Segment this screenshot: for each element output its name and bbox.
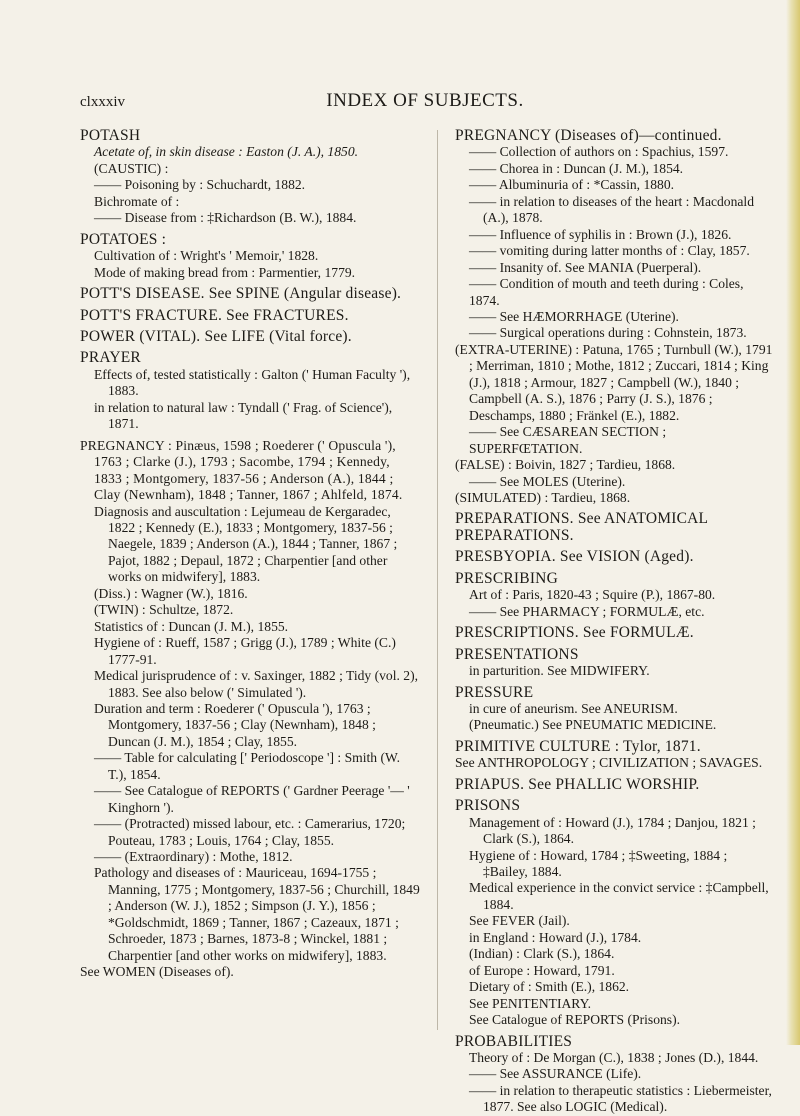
index-heading: PRESENTATIONS [455, 645, 579, 663]
index-entry: —— in relation to diseases of the heart : Macdonald (A.), 1878. [469, 193, 755, 226]
index-heading: PRISONS [455, 797, 521, 815]
index-heading: POTT'S FRACTURE. See FRACTURES. [80, 306, 349, 324]
index-entry: (Pneumatic.) See PNEUMATIC MEDICINE. [469, 717, 717, 733]
index-entry: —— See CÆSAREAN SECTION ; SUPERFŒTATION. [469, 424, 667, 456]
page-number: clxxxiv [80, 94, 125, 110]
page-edge [786, 0, 800, 1045]
index-entry: Cultivation of : Wright's ' Memoir,' 1828. [94, 248, 319, 264]
index-entry: —— vomiting during latter months of : Clay, 1857. [469, 243, 750, 259]
index-entry: Medical jurisprudence of : v. Saxinger, 1882 ; Tidy (vol. 2), 1883. See also below (' Simulated '). [94, 668, 419, 700]
index-heading: POWER (VITAL). See LIFE (Vital force). [80, 327, 352, 345]
index-heading: PRAYER [80, 349, 141, 367]
index-heading: PRESCRIPTIONS. See FORMULÆ. [455, 624, 694, 642]
index-entry: (TWIN) : Schultze, 1872. [94, 602, 234, 618]
index-heading: PREGNANCY : Pinæus, 1598 ; Roederer (' Opuscula '), 1763 ; Clarke (J.), 1793 ; Sacombe, 1794 ; Kennedy, 1833 ; Montgomery, 1837-56 ; Anderson (A.), 1844 ; Clay (Newnham), 1848 ; Tanner, 1867 ; Ahlfeld, 1874. [80, 437, 403, 503]
index-entry: in relation to natural law : Tyndall (' Frag. of Science'), 1871. [94, 399, 393, 432]
index-entry: —— in relation to therapeutic statistics : Liebermeister, 1877. See also LOGIC (Medical). [469, 1082, 772, 1115]
index-entry: See ANTHROPOLOGY ; CIVILIZATION ; SAVAGES. [455, 755, 763, 771]
index-entry: —— Chorea in : Duncan (J. M.), 1854. [469, 160, 684, 176]
index-entry: Mode of making bread from : Parmentier, 1779. [94, 264, 356, 280]
index-entry: (CAUSTIC) : [94, 160, 169, 176]
page-title: INDEX OF SUBJECTS. [326, 90, 524, 111]
index-entry: in cure of aneurism. See ANEURISM. [469, 700, 678, 716]
index-entry: —— Surgical operations during : Cohnstein, 1873. [469, 325, 747, 341]
index-entry: (Indian) : Clark (S.), 1864. [469, 946, 615, 962]
index-entry: Medical experience in the convict service : ‡Campbell, 1884. [469, 880, 769, 912]
index-entry: in England : Howard (J.), 1784. [469, 929, 642, 945]
index-entry: —— Influence of syphilis in : Brown (J.), 1826. [469, 226, 732, 242]
index-entry: Duration and term : Roederer (' Opuscula '), 1763 ; Montgomery, 1837-56 ; Clay (Newnham), 1848 ; Duncan (J. M.), 1854 ; Clay, 1855. [94, 700, 376, 749]
index-entry: —— Table for calculating [' Periodoscope '] : Smith (W. T.), 1854. [94, 750, 400, 782]
index-entry: Hygiene of : Rueff, 1587 ; Grigg (J.), 1789 ; White (C.) 1777-91. [94, 635, 396, 667]
index-entry: Dietary of : Smith (E.), 1862. [469, 979, 630, 995]
index-entry: —— See HÆMORRHAGE (Uterine). [469, 308, 679, 324]
index-entry: See WOMEN (Diseases of). [80, 964, 234, 980]
page-header [80, 90, 770, 112]
index-entry: See FEVER (Jail). [469, 913, 570, 929]
index-heading: PRESSURE [455, 683, 534, 701]
index-heading: POTT'S DISEASE. See SPINE (Angular disease). [80, 285, 402, 303]
index-entry-text: Acetate of, in skin disease : Easton (J. A.), 1850. [94, 144, 359, 160]
index-entry: See Catalogue of REPORTS (Prisons). [469, 1012, 681, 1028]
index-heading: POTATOES : [80, 230, 167, 248]
index-entry: Management of : Howard (J.), 1784 ; Danjou, 1821 ; Clark (S.), 1864. [469, 814, 756, 847]
index-heading: POTASH [80, 127, 141, 144]
index-entry: —— See ASSURANCE (Life). [469, 1066, 642, 1082]
index-entry: —— See Catalogue of REPORTS (' Gardner Peerage '— ' Kinghorn '). [94, 783, 410, 815]
index-entry: Diagnosis and auscultation : Lejumeau de Kergaradec, 1822 ; Kennedy (E.), 1833 ; Montgomery, 1837-56 ; Naegele, 1839 ; Anderson (A.), 1844 ; Tanner, 1867 ; Pajot, 1882 ; Depaul, 1872 ; Charpentier [and other works on midwifery], 1883. [94, 503, 398, 585]
index-entry: —— See PHARMACY ; FORMULÆ, etc. [469, 603, 705, 619]
index-entry: Bichromate of : [94, 193, 180, 209]
index-heading: PRESBYOPIA. See VISION (Aged). [455, 548, 694, 566]
index-entry: Art of : Paris, 1820-43 ; Squire (P.), 1867-80. [469, 587, 716, 603]
index-entry: Theory of : De Morgan (C.), 1838 ; Jones (D.), 1844. [469, 1050, 759, 1066]
index-entry: —— Collection of authors on : Spachius, 1597. [469, 144, 729, 160]
index-entry: Hygiene of : Howard, 1784 ; ‡Sweeting, 1884 ; ‡Bailey, 1884. [469, 847, 728, 880]
index-entry: (Diss.) : Wagner (W.), 1816. [94, 585, 248, 601]
index-entry: See PENITENTIARY. [469, 995, 592, 1011]
index-entry: —— Condition of mouth and teeth during : Coles, 1874. [469, 276, 744, 308]
index-entry: Effects of, tested statistically : Galton (' Human Faculty '), 1883. [94, 366, 411, 399]
index-entry: —— See MOLES (Uterine). [469, 473, 626, 489]
column-divider [437, 130, 438, 1030]
index-entry: in parturition. See MIDWIFERY. [469, 663, 650, 679]
index-heading: PROBABILITIES [455, 1032, 573, 1050]
left-column [80, 128, 420, 981]
index-entry: —— (Extraordinary) : Mothe, 1812. [94, 849, 293, 865]
index-entry: (SIMULATED) : Tardieu, 1868. [455, 489, 631, 505]
index-heading: PREGNANCY (Diseases of)—continued. [455, 127, 722, 144]
index-entry: —— Disease from : ‡Richardson (B. W.), 1884. [94, 210, 357, 226]
index-entry: —— Insanity of. See MANIA (Puerperal). [469, 259, 702, 275]
index-heading: PRIAPUS. See PHALLIC WORSHIP. [455, 775, 700, 793]
index-entry: Statistics of : Duncan (J. M.), 1855. [94, 618, 289, 634]
index-entry: of Europe : Howard, 1791. [469, 962, 615, 978]
index-heading: PRESCRIBING [455, 569, 558, 587]
index-heading: PRIMITIVE CULTURE : Tylor, 1871. [455, 737, 701, 755]
index-entry: Pathology and diseases of : Mauriceau, 1694-1755 ; Manning, 1775 ; Montgomery, 1837-56 ; Churchill, 1849 ; Anderson (W. J.), 1852 ; Simpson (J. Y.), 1856 ; *Goldschmidt, 1869 ; Tanner, 1867 ; Cazeaux, 1871 ; Schroeder, 1873 ; Barnes, 1873-8 ; Winckel, 1881 ; Charpentier [and other works on midwifery], 1883. [94, 865, 420, 963]
right-column [455, 128, 773, 1116]
index-entry: (FALSE) : Boivin, 1827 ; Tardieu, 1868. [455, 457, 676, 473]
index-entry: —— Albuminuria of : *Cassin, 1880. [469, 177, 675, 193]
index-heading: PREPARATIONS. See ANATOMICAL PREPARATIONS. [455, 510, 708, 544]
index-entry: (EXTRA-UTERINE) : Patuna, 1765 ; Turnbull (W.), 1791 ; Merriman, 1810 ; Mothe, 1812 ; Zuccari, 1814 ; King (J.), 1818 ; Armour, 1827 ; Campbell (W.), 1840 ; Campbell (A. S.), 1876 ; Parry (J. S.), 1876 ; Deschamps, 1880 ; Fränkel (E.), 1882. [455, 341, 773, 423]
index-entry [80, 144, 420, 160]
index-entry: —— Poisoning by : Schuchardt, 1882. [94, 177, 306, 193]
index-entry: —— (Protracted) missed labour, etc. : Camerarius, 1720; Pouteau, 1783 ; Louis, 1764 ; Clay, 1855. [94, 816, 406, 848]
